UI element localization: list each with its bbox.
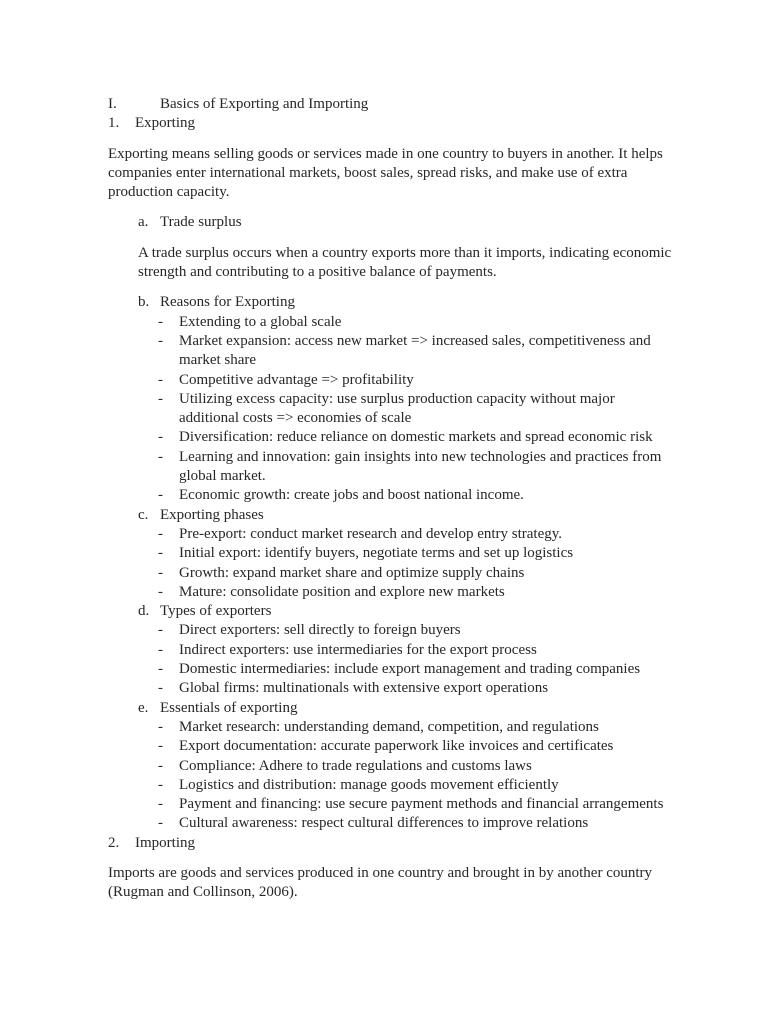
- text-line: Direct exporters: sell directly to foreign buyers: [179, 622, 461, 639]
- dash-bullet: [158, 409, 179, 428]
- bullet-list-exporting-phases: [108, 525, 680, 602]
- text-line: Growth: expand market share and optimize supply chains: [179, 564, 525, 581]
- list-item: [108, 544, 680, 563]
- text-line: Diversification: reduce reliance on domestic markets and spread economic risk: [179, 429, 653, 446]
- text-line: Exporting means selling goods or services made in one country to buyers in another. It helps: [108, 145, 663, 162]
- dash-bullet: -: [158, 641, 163, 658]
- sub-item-a-trade-surplus: [108, 213, 680, 232]
- text-line: market share: [179, 352, 257, 369]
- list-item: [108, 718, 680, 737]
- heading-basics-of-exporting-and-importing: [108, 95, 680, 114]
- text-line: Imports are goods and services produced in one country and brought in by another country: [108, 864, 653, 881]
- text-line: Cultural awareness: respect cultural differences to improve relations: [179, 815, 589, 832]
- text-line: A trade surplus occurs when a country exports more than it imports, indicating economic: [138, 244, 672, 261]
- letter-marker: b.: [138, 294, 150, 311]
- dash-bullet: -: [158, 371, 163, 388]
- text-line: Export documentation: accurate paperwork like invoices and certificates: [179, 738, 614, 755]
- dash-bullet: -: [158, 545, 163, 562]
- text-line: Global firms: multinationals with extensive export operations: [179, 680, 549, 697]
- text-line: Learning and innovation: gain insights into new technologies and practices from: [179, 448, 662, 465]
- text-line: companies enter international markets, boost sales, spread risks, and make use of extra: [108, 164, 628, 181]
- text-line: Extending to a global scale: [179, 313, 342, 330]
- text-line: Market research: understanding demand, competition, and regulations: [179, 718, 599, 735]
- text-line: Indirect exporters: use intermediaries for the export process: [179, 641, 537, 658]
- dash-bullet: -: [158, 429, 163, 446]
- dash-bullet: -: [158, 525, 163, 542]
- list-item-continuation: [108, 409, 680, 428]
- list-item-exporting: [108, 114, 680, 133]
- dash-bullet: -: [158, 796, 163, 813]
- paragraph-exporting-definition: [108, 145, 680, 203]
- letter-marker: a.: [138, 214, 149, 231]
- list-item: [108, 795, 680, 814]
- text-line: Payment and financing: use secure payment methods and financial arrangements: [179, 796, 664, 813]
- dash-bullet: -: [158, 815, 163, 832]
- list-item: [108, 525, 680, 544]
- letter-marker: c.: [138, 506, 149, 523]
- list-item-text: Exporting: [135, 115, 195, 132]
- list-item: [108, 371, 680, 390]
- dash-bullet: -: [158, 564, 163, 581]
- list-item-continuation: [108, 351, 680, 370]
- list-item-continuation: [108, 467, 680, 486]
- list-item: [108, 776, 680, 795]
- dash-bullet: -: [158, 448, 163, 465]
- number-marker: 2.: [108, 834, 120, 851]
- list-item: [108, 486, 680, 505]
- letter-marker: e.: [138, 699, 149, 716]
- text-line: Compliance: Adhere to trade regulations and customs laws: [179, 757, 532, 774]
- roman-numeral-marker: I.: [108, 96, 117, 112]
- dash-bullet: -: [158, 583, 163, 600]
- list-item: [108, 390, 680, 409]
- sub-item-title: Reasons for Exporting: [160, 294, 295, 311]
- dash-bullet: -: [158, 487, 163, 504]
- text-line: Pre-export: conduct market research and develop entry strategy.: [179, 525, 563, 542]
- text-line: Domestic intermediaries: include export management and trading companies: [179, 661, 641, 678]
- text-line: Market expansion: access new market => increased sales, competitiveness and: [179, 332, 651, 349]
- list-item-importing: [108, 834, 680, 853]
- dash-bullet: -: [158, 757, 163, 774]
- list-item: [108, 814, 680, 833]
- list-item: [108, 737, 680, 756]
- sub-item-c-exporting-phases: [108, 506, 680, 525]
- dash-bullet: -: [158, 390, 163, 407]
- list-item: [108, 621, 680, 640]
- sub-item-title: Types of exporters: [160, 603, 272, 620]
- heading-text: Basics of Exporting and Importing: [160, 96, 369, 112]
- list-item: [108, 660, 680, 679]
- text-line: strength and contributing to a positive balance of payments.: [138, 264, 497, 281]
- letter-marker: d.: [138, 603, 150, 620]
- list-item: [108, 332, 680, 351]
- text-line: Competitive advantage => profitability: [179, 371, 414, 388]
- paragraph-trade-surplus: [108, 244, 680, 283]
- text-line: production capacity.: [108, 184, 230, 201]
- bullet-list-types-of-exporters: [108, 621, 680, 698]
- list-item: [108, 641, 680, 660]
- sub-item-d-types-of-exporters: [108, 602, 680, 621]
- sub-item-title: Essentials of exporting: [160, 699, 298, 716]
- text-line: (Rugman and Collinson, 2006).: [108, 884, 298, 901]
- sub-item-title: Exporting phases: [160, 506, 264, 523]
- dash-bullet: -: [158, 622, 163, 639]
- list-item: [108, 583, 680, 602]
- text-line: Logistics and distribution: manage goods movement efficiently: [179, 776, 559, 793]
- text-line: Initial export: identify buyers, negotiate terms and set up logistics: [179, 545, 574, 562]
- dash-bullet: -: [158, 332, 163, 349]
- sub-item-b-reasons-for-exporting: [108, 293, 680, 312]
- list-item: [108, 679, 680, 698]
- list-item: [108, 313, 680, 332]
- text-line: Utilizing excess capacity: use surplus production capacity without major: [179, 390, 615, 407]
- text-line: additional costs => economies of scale: [179, 410, 412, 427]
- dash-bullet: [158, 351, 179, 370]
- dash-bullet: -: [158, 718, 163, 735]
- dash-bullet: -: [158, 776, 163, 793]
- bullet-list-reasons-for-exporting: [108, 313, 680, 506]
- text-line: global market.: [179, 468, 266, 485]
- dash-bullet: -: [158, 661, 163, 678]
- sub-item-title: Trade surplus: [160, 214, 242, 231]
- list-item: [108, 564, 680, 583]
- dash-bullet: -: [158, 680, 163, 697]
- text-line: Mature: consolidate position and explore new markets: [179, 583, 505, 600]
- list-item: [108, 448, 680, 467]
- sub-item-e-essentials-of-exporting: [108, 699, 680, 718]
- text-line: Economic growth: create jobs and boost national income.: [179, 487, 524, 504]
- list-item: [108, 757, 680, 776]
- bullet-list-essentials-of-exporting: [108, 718, 680, 834]
- dash-bullet: -: [158, 738, 163, 755]
- dash-bullet: [158, 467, 179, 486]
- list-item: [108, 428, 680, 447]
- dash-bullet: -: [158, 313, 163, 330]
- paragraph-importing-definition: [108, 864, 680, 903]
- list-item-text: Importing: [135, 834, 195, 851]
- number-marker: 1.: [108, 115, 120, 132]
